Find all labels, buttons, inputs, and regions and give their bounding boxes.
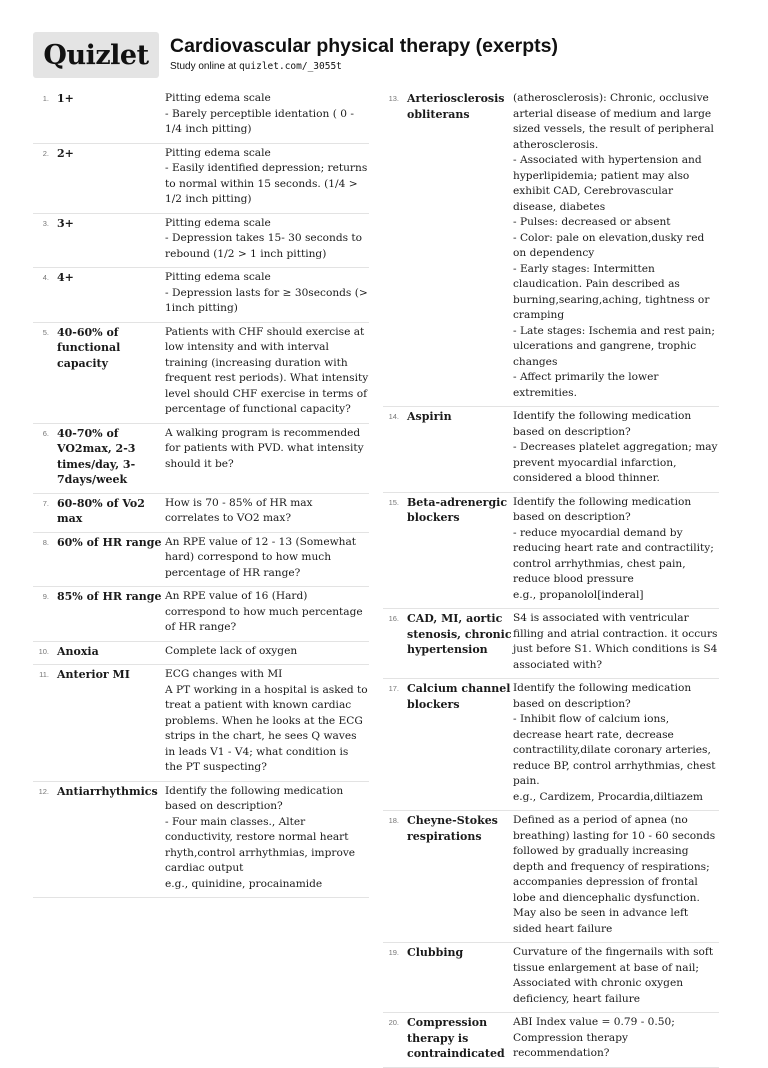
flashcard-row — [33, 494, 369, 533]
card-definition: Identify the following medication based on description? - reduce myocardial demand by reducing heart rate and contractility; control arrhythmias, chest pain, reduce blood pressure e.g., propanolol[inderal] — [513, 495, 714, 601]
card-term: Beta-adrenergic blockers — [407, 495, 508, 524]
flashcard-row — [33, 323, 369, 424]
card-definition: How is 70 - 85% of HR max correlates to VO2 max? — [165, 496, 313, 524]
card-term: 4+ — [57, 271, 74, 284]
card-term: Calcium channel blockers — [407, 682, 511, 711]
flashcard-row — [33, 587, 369, 642]
flashcard-row — [33, 268, 369, 323]
card-number: 10. — [38, 646, 49, 656]
flashcard-row — [383, 811, 719, 943]
quizlet-logo[interactable]: Quizlet — [33, 32, 159, 78]
page-header — [33, 32, 743, 78]
card-term: Clubbing — [407, 946, 464, 959]
card-number: 8. — [42, 537, 49, 547]
card-number: 9. — [42, 592, 49, 601]
card-term: Anoxia — [57, 644, 99, 658]
card-term: Aspirin — [407, 410, 452, 423]
card-definition: An RPE value of 16 (Hard) correspond to how much percentage of HR range? — [165, 590, 363, 633]
card-definition: Pitting edema scale - Easily identified depression; returns to normal within 15 seconds. (1/4 > 1/2 inch pitting) — [165, 146, 368, 205]
card-definition: (atherosclerosis): Chronic, occlusive arterial disease of medium and large sized vessels, the result of peripheral atherosclerosis. - Associated with hypertension and hyperlipidemia; patient may also exhibit CAD, Cerebrovascular disease, diabetes - Pulses: decreased or absent - Color: pale on elevation,dusky red on dependency - Early stages: Intermitten claudication. Pain described as burning,searing,aching, tightness or cramping - Late stages: Ischemia and rest pain; ulcerations and gangrene, trophic changes - Affect primarily the lower extremities. — [513, 92, 715, 399]
card-definition: Pitting edema scale - Depression takes 15- 30 seconds to rebound (1/2 > 1 inch pitting) — [165, 216, 363, 260]
card-definition: Complete lack of oxygen — [165, 644, 298, 657]
card-definition: Identify the following medication based on description? - Inhibit flow of calcium ions, decrease heart rate, decrease contractility,dilate coronary arteries, reduce BP, control arrhythmias, chest pain. e.g., Cardizem, Procardia,diltiazem — [513, 682, 716, 803]
card-number: 3. — [42, 218, 49, 228]
card-definition: ECG changes with MI A PT working in a hospital is asked to treat a patient with known cardiac problems. When he looks at the ECG strips in the chart, he sees Q waves in leads V1 - V4; what condition is the PT suspecting? — [165, 668, 368, 773]
card-term: 60% of HR range — [57, 535, 162, 549]
card-number: 2. — [42, 148, 49, 158]
card-number: 7. — [42, 498, 49, 508]
flashcard-row — [383, 407, 719, 493]
card-term: Compression therapy is contraindicated — [407, 1016, 505, 1060]
card-number: 13. — [388, 94, 399, 103]
card-number: 17. — [388, 684, 399, 693]
card-term: Arteriosclerosis obliterans — [407, 92, 505, 121]
card-number: 20. — [388, 1018, 399, 1027]
card-number: 16. — [388, 614, 399, 623]
card-term: Cheyne-Stokes respirations — [407, 814, 498, 843]
card-term: 40-70% of VO2max, 2-3 times/day, 3-7days/week — [57, 426, 136, 486]
flashcard-row — [383, 493, 719, 610]
flashcard-row — [33, 144, 369, 214]
card-number: 15. — [388, 497, 399, 507]
card-definition: S4 is associated with ventricular filling and atrial contraction. it occurs just before S1. Which conditions is S4 associated with? — [513, 612, 718, 671]
flashcard-row — [33, 424, 369, 494]
card-definition: Pitting edema scale - Barely perceptible identation ( 0 - 1/4 inch pitting) — [165, 92, 354, 135]
card-term: Anterior MI — [57, 668, 130, 681]
study-online-prefix: Study online at — [170, 61, 239, 72]
flashcard-row — [383, 679, 719, 811]
card-number: 18. — [388, 816, 399, 825]
card-term: 85% of HR range — [57, 590, 162, 603]
card-number: 4. — [42, 273, 49, 282]
card-definition: An RPE value of 12 - 13 (Somewhat hard) correspond to how much percentage of HR range? — [165, 535, 357, 579]
card-term: Antiarrhythmics — [57, 784, 158, 798]
card-number: 11. — [39, 670, 49, 679]
card-definition: Identify the following medication based on description? - Four main classes., Alter conductivity, restore normal heart rhyth,control arrhythmias, improve cardiac output e.g., quinidine, procainamide — [165, 784, 356, 890]
flashcard-row — [33, 665, 369, 782]
card-number: 6. — [42, 428, 49, 438]
flashcard-row — [383, 89, 719, 407]
card-term: 2+ — [57, 146, 74, 160]
card-number: 5. — [42, 327, 49, 337]
study-url-link[interactable]: quizlet.com/_3055t — [238, 61, 342, 72]
page-title: Cardiovascular physical therapy (exerpts) — [170, 35, 558, 57]
flashcard-row — [33, 214, 369, 269]
card-term: 1+ — [57, 92, 74, 105]
card-number: 1. — [42, 94, 49, 103]
card-number: 12. — [38, 786, 49, 796]
flashcard-row — [33, 642, 369, 666]
card-definition: Curvature of the fingernails with soft tissue enlargement at base of nail; Associated with chronic oxygen deficiency, heart failure — [513, 946, 714, 1005]
card-definition: Pitting edema scale - Depression lasts for ≥ 30seconds (> 1inch pitting) — [165, 271, 368, 314]
right-column — [383, 89, 719, 1068]
card-definition: Identify the following medication based on description? - Decreases platelet aggregation; may prevent myocardial infarction, considered a blood thinner. — [513, 410, 718, 484]
card-number: 19. — [388, 948, 399, 957]
left-column — [33, 89, 369, 898]
card-number: 14. — [388, 412, 399, 421]
flashcard-row — [33, 533, 369, 588]
flashcard-row — [383, 943, 719, 1013]
flashcard-row — [383, 1013, 719, 1068]
card-term: 40-60% of functional capacity — [57, 325, 121, 370]
card-definition: A walking program is recommended for patients with PVD. what intensity should it be? — [165, 426, 364, 470]
card-definition: Patients with CHF should exercise at low intensity and with interval training (increasing duration with frequent rest periods). What intensity level should CHF exercise in terms of percentage of functional capacity? — [165, 325, 369, 415]
card-term: CAD, MI, aortic stenosis, chronic hypertension — [407, 612, 512, 656]
study-online-line — [170, 61, 342, 72]
card-definition: ABI Index value = 0.79 - 0.50; Compression therapy recommendation? — [513, 1016, 675, 1059]
card-term: 60-80% of Vo2 max — [57, 496, 145, 525]
flashcard-row — [33, 782, 369, 899]
flashcard-row — [33, 89, 369, 144]
flashcard-row — [383, 609, 719, 679]
card-definition: Defined as a period of apnea (no breathing) lasting for 10 - 60 seconds followed by gradually increasing depth and frequency of respirations; accompanies depression of frontal lobe and diencephalic dysfunction. May also be seen in advance left sided heart failure — [513, 814, 716, 935]
card-term: 3+ — [57, 216, 74, 230]
